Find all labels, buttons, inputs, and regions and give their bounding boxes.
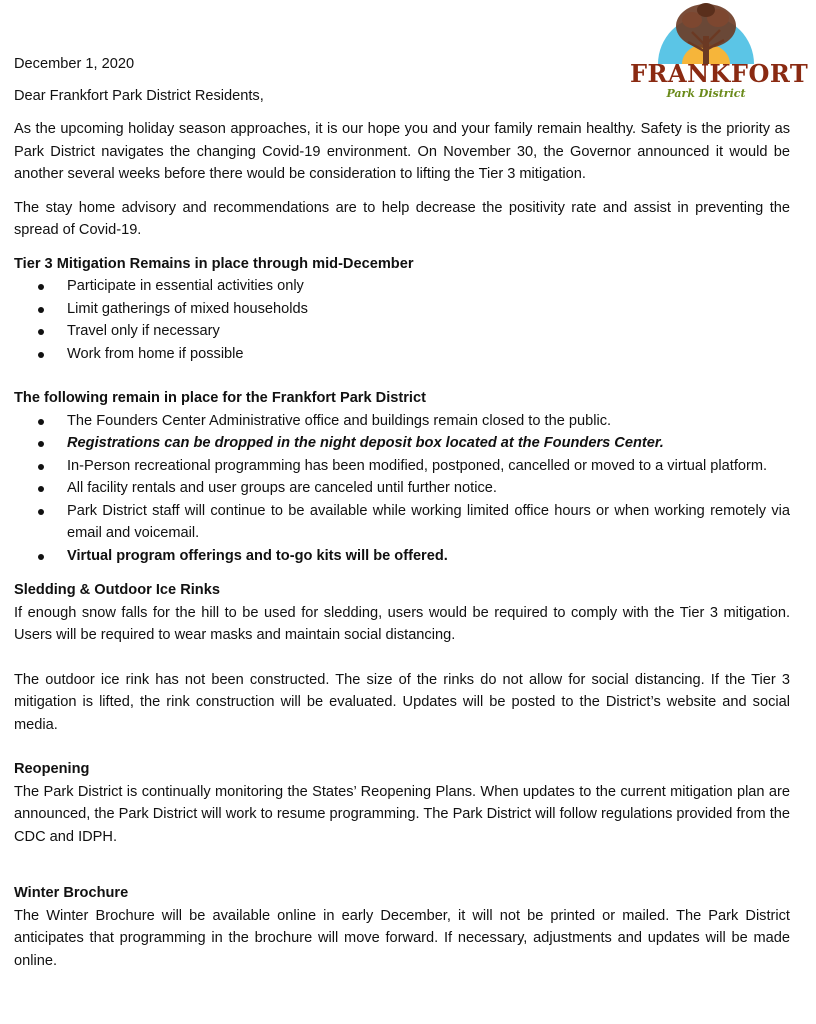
logo-title: FRANKFORT [630,59,809,88]
sledding-heading: Sledding & Outdoor Ice Rinks [14,582,220,598]
list-item: Travel only if necessary [14,320,790,343]
list-item: The Founders Center Administrative office and buildings remain closed to the public. [14,410,790,433]
list-item: Work from home if possible [14,343,790,366]
list-item: Limit gatherings of mixed households [14,298,790,321]
brochure-heading: Winter Brochure [14,885,129,901]
reopening-paragraph: The Park District is continually monitoring the States’ Reopening Plans. When updates to the current mitigation plan are announced, the Park District will work to resume programming. The Park District will follow regulations provided from the CDC and IDPH. [14,783,790,845]
tier3-heading: Tier 3 Mitigation Remains in place through mid-December [14,255,414,272]
letter-body [14,53,809,972]
reopening-heading: Reopening [14,761,90,777]
list-item: All facility rentals and user groups are canceled until further notice. [14,477,790,500]
logo-subtitle: Park District [666,87,746,100]
list-item: Participate in essential activities only [14,275,790,298]
letter-greeting: Dear Frankfort Park District Residents, [14,87,264,104]
list-item: In-Person recreational programming has been modified, postponed, cancelled or moved to a virtual platform. [14,455,790,478]
sledding-paragraph: If enough snow falls for the hill to be used for sledding, users would be required to comply with the Tier 3 mitigation. Users will be required to wear masks and maintain social distancing. [14,604,790,643]
tier3-list [14,275,790,365]
remain-list [14,410,790,568]
brochure-paragraph: The Winter Brochure will be available online in early December, it will not be printed or mailed. The Park District anticipates that programming in the brochure will move forward. If necessary, adjustments and updates will be made online. [14,907,790,969]
list-item: Registrations can be dropped in the night deposit box located at the Founders Center. [14,432,790,455]
advisory-paragraph: The stay home advisory and recommendations are to help decrease the positivity rate and assist in preventing the spread of Covid-19. [14,199,790,238]
remain-heading: The following remain in place for the Frankfort Park District [14,390,426,406]
list-item: Virtual program offerings and to-go kits will be offered. [14,545,790,568]
ice-rink-paragraph: The outdoor ice rink has not been constructed. The size of the rinks do not allow for social distancing. If the Tier 3 mitigation is lifted, the rink construction will be evaluated. Updates will be posted to the District’s website and social media. [14,671,790,733]
letter-date: December 1, 2020 [14,56,135,72]
intro-paragraph: As the upcoming holiday season approaches, it is our hope you and your family remain healthy. Safety is the priority as Park District navigates the changing Covid-19 environment. On November 30, the Governor announced it would be another several weeks before there would be consideration to lifting the Tier 3 mitigation. [14,121,790,182]
list-item: Park District staff will continue to be available while working limited office hours or when working remotely via email and voicemail. [14,500,790,545]
